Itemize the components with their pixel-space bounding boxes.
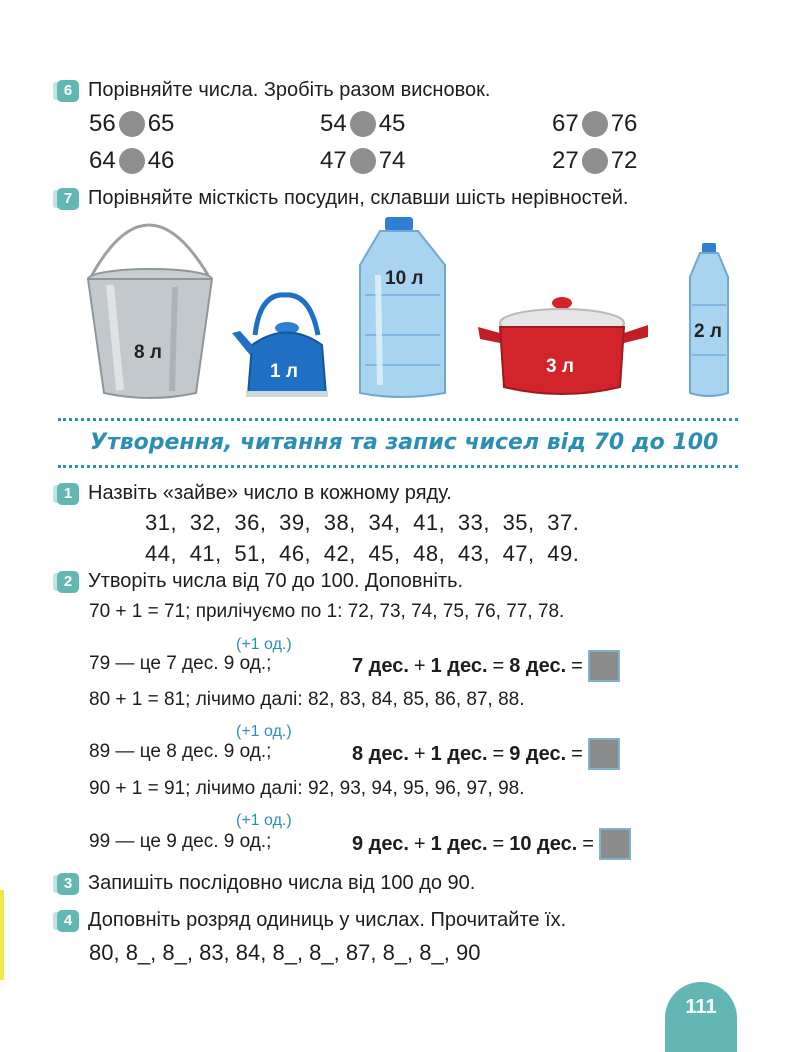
task-number-badge: 2 bbox=[57, 571, 79, 593]
kettle-capacity-label: 1 л bbox=[270, 361, 298, 382]
bucket-image bbox=[88, 225, 212, 398]
pot-image bbox=[478, 297, 648, 394]
number: 67 bbox=[552, 110, 579, 137]
term: 9 дес. bbox=[352, 832, 409, 855]
task-2-text: Утворіть числа від 70 до 100. Доповніть. bbox=[88, 570, 464, 592]
number: 27 bbox=[552, 147, 579, 174]
pot-capacity-label: 3 л bbox=[546, 356, 574, 377]
task-number-badge: 7 bbox=[57, 188, 79, 210]
task-1-text: Назвіть «зайве» число в кожному ряду. bbox=[88, 482, 452, 504]
margin-stripe bbox=[0, 890, 4, 980]
term: 7 дес. bbox=[352, 654, 409, 677]
tens-equation bbox=[352, 828, 631, 860]
number: 46 bbox=[147, 147, 175, 174]
counting-line: 90 + 1 = 91; лічимо далі: 92, 93, 94, 95, 96, 97, 98. bbox=[89, 778, 525, 799]
number: 47 bbox=[320, 147, 347, 174]
comparison-circle[interactable] bbox=[582, 111, 608, 137]
water-jug-capacity-label: 10 л bbox=[385, 268, 424, 289]
compare-pair bbox=[552, 110, 637, 138]
term: 1 дес. bbox=[430, 742, 488, 765]
equals-sign: = bbox=[492, 654, 505, 677]
answer-box[interactable] bbox=[599, 828, 631, 860]
task-4-text: Доповніть розряд одиниць у числах. Прочитайте їх. bbox=[88, 909, 567, 931]
number-row: 44, 41, 51, 46, 42, 45, 48, 43, 47, 49. bbox=[145, 541, 580, 566]
number: 74 bbox=[378, 147, 406, 174]
bottle-capacity-label: 2 л bbox=[694, 321, 722, 342]
tens-equation bbox=[352, 738, 620, 770]
result: 8 дес. bbox=[509, 654, 567, 677]
bucket-capacity-label: 8 л bbox=[134, 342, 162, 363]
page-number: 111 bbox=[665, 982, 737, 1052]
equals-sign: = bbox=[492, 832, 505, 855]
compare-pair bbox=[320, 147, 405, 175]
answer-box[interactable] bbox=[588, 738, 620, 770]
comparison-circle[interactable] bbox=[350, 148, 376, 174]
equals-sign: = bbox=[582, 832, 594, 855]
comparison-circle[interactable] bbox=[350, 111, 376, 137]
plus-one-note: (+1 од.) bbox=[236, 723, 292, 740]
answer-box[interactable] bbox=[588, 650, 620, 682]
plus-one-note: (+1 од.) bbox=[236, 812, 292, 829]
number: 72 bbox=[610, 147, 638, 174]
tens-equation bbox=[352, 650, 620, 682]
bottle-image bbox=[690, 243, 728, 396]
term: 1 дес. bbox=[430, 832, 488, 855]
number-row: 31, 32, 36, 39, 38, 34, 41, 33, 35, 37. bbox=[145, 510, 580, 535]
vessels-illustration bbox=[80, 215, 740, 405]
section-divider bbox=[58, 465, 738, 468]
tens-units-line: 89 — це 8 дес. 9 од.; bbox=[89, 741, 272, 762]
plus-sign: + bbox=[413, 832, 426, 855]
number: 56 bbox=[89, 110, 116, 137]
term: 1 дес. bbox=[430, 654, 488, 677]
task-7-text: Порівняйте місткість посудин, склавши шість нерівностей. bbox=[88, 187, 629, 209]
comparison-circle[interactable] bbox=[119, 148, 145, 174]
number: 45 bbox=[378, 110, 406, 137]
equals-sign: = bbox=[571, 654, 583, 677]
term: 8 дес. bbox=[352, 742, 409, 765]
water-jug-image bbox=[360, 217, 445, 397]
tens-units-line: 99 — це 9 дес. 9 од.; bbox=[89, 831, 272, 852]
tens-units-line: 79 — це 7 дес. 9 од.; bbox=[89, 653, 272, 674]
plus-one-note: (+1 од.) bbox=[236, 636, 292, 653]
number: 64 bbox=[89, 147, 116, 174]
compare-pair bbox=[552, 147, 637, 175]
counting-line: 80 + 1 = 81; лічимо далі: 82, 83, 84, 85, 86, 87, 88. bbox=[89, 689, 525, 710]
plus-sign: + bbox=[413, 742, 426, 765]
section-divider bbox=[58, 418, 738, 421]
section-title: Утворення, читання та запис чисел від 70 до 100 bbox=[90, 430, 719, 455]
number: 76 bbox=[610, 110, 638, 137]
equals-sign: = bbox=[492, 742, 505, 765]
task-number-badge: 6 bbox=[57, 80, 79, 102]
number: 54 bbox=[320, 110, 347, 137]
result: 9 дес. bbox=[509, 742, 567, 765]
result: 10 дес. bbox=[509, 832, 578, 855]
task-number-badge: 4 bbox=[57, 910, 79, 932]
counting-line: 70 + 1 = 71; прилічуємо по 1: 72, 73, 74, 75, 76, 77, 78. bbox=[89, 601, 565, 622]
comparison-circle[interactable] bbox=[119, 111, 145, 137]
compare-pair bbox=[89, 110, 174, 138]
task-6-text: Порівняйте числа. Зробіть разом висновок. bbox=[88, 79, 491, 101]
equals-sign: = bbox=[571, 742, 583, 765]
task-number-badge: 3 bbox=[57, 873, 79, 895]
task-3-text: Запишіть послідовно числа від 100 до 90. bbox=[88, 872, 476, 894]
plus-sign: + bbox=[413, 654, 426, 677]
task-number-badge: 1 bbox=[57, 483, 79, 505]
number: 65 bbox=[147, 110, 175, 137]
comparison-circle[interactable] bbox=[582, 148, 608, 174]
number-sequence: 80, 8_, 8_, 83, 84, 8_, 8_, 87, 8_, 8_, 90 bbox=[89, 940, 481, 965]
compare-pair bbox=[89, 147, 174, 175]
compare-pair bbox=[320, 110, 405, 138]
